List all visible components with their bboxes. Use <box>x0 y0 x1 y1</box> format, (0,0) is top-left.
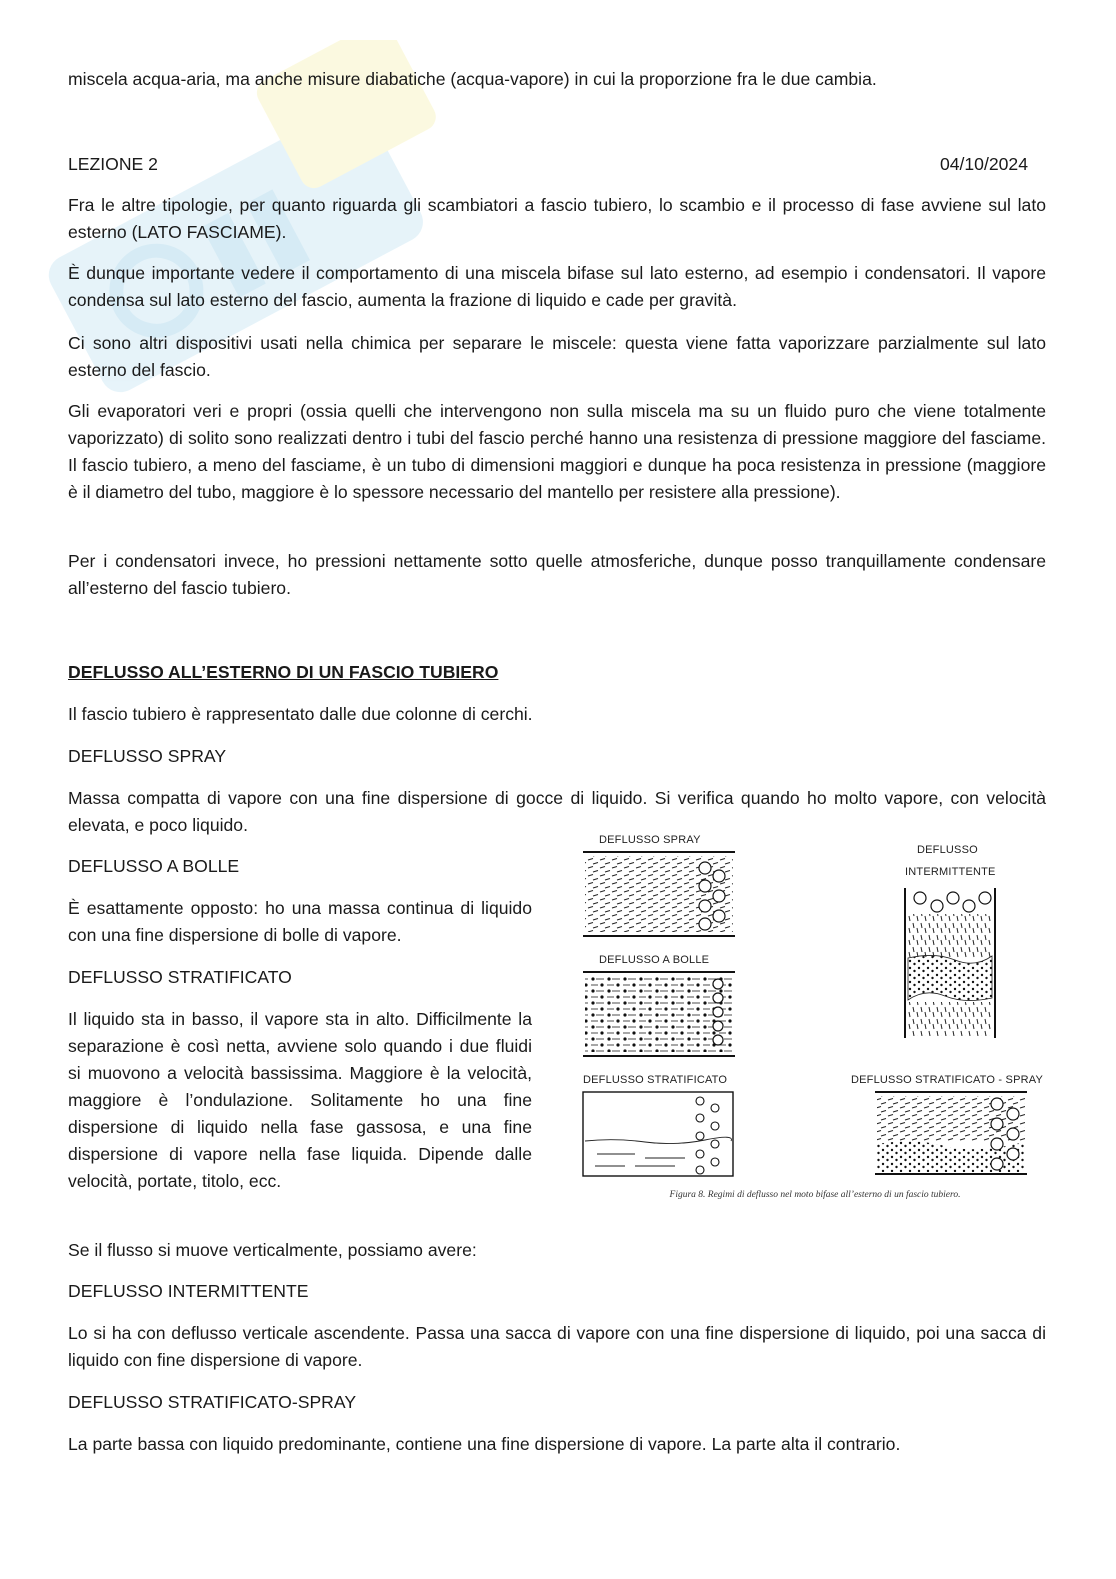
label-bubbles: DEFLUSSO A BOLLE <box>599 954 710 966</box>
paragraph-3: Ci sono altri dispositivi usati nella chimica per separare le miscele: questa viene fatta vaporizzare parzialmente sul lato esterno del fascio. <box>68 333 1046 380</box>
flow-regimes-drawing <box>575 826 1055 1186</box>
paragraph-7: Massa compatta di vapore con una fine dispersione di gocce di liquido. Si verifica quando ho molto vapore, con velocità elevata, e poco liquido. <box>68 788 1046 835</box>
subheading-bolle: DEFLUSSO A BOLLE <box>68 856 240 876</box>
paragraph-8: È esattamente opposto: ho una massa continua di liquido con una fine dispersione di bolle di vapore. <box>68 898 532 945</box>
panel-bubbles <box>583 972 735 1056</box>
label-intermittent-1: DEFLUSSO <box>917 844 978 856</box>
paragraph-2: È dunque importante vedere il comportamento di una miscela bifase sul lato esterno, ad esempio i condensatori. Il vapore condensa sul lato esterno del fascio, aumenta la frazione di liquido e cade per gravità. <box>68 263 1046 310</box>
subheading-spray: DEFLUSSO SPRAY <box>68 746 227 766</box>
panel-stratified-spray <box>875 1092 1027 1174</box>
flow-regimes-figure <box>575 826 1055 1216</box>
lesson-header <box>68 151 1028 178</box>
lesson-date: 04/10/2024 <box>939 154 1028 174</box>
paragraph-1: Fra le altre tipologie, per quanto riguarda gli scambiatori a fascio tubiero, lo scambio e il processo di fase avviene sul lato esterno (LATO FASCIAME). <box>68 195 1046 242</box>
label-stratified-spray: DEFLUSSO STRATIFICATO - SPRAY <box>851 1074 1044 1086</box>
paragraph-6: Il fascio tubiero è rappresentato dalle due colonne di cerchi. <box>68 704 533 724</box>
panel-intermittent <box>905 888 995 1038</box>
paragraph-10: Se il flusso si muove verticalmente, possiamo avere: <box>68 1240 477 1260</box>
subheading-intermittente: DEFLUSSO INTERMITTENTE <box>68 1281 309 1301</box>
paragraph-intro: miscela acqua-aria, ma anche misure diabatiche (acqua-vapore) in cui la proporzione fra le due cambia. <box>68 69 877 89</box>
figure-caption: Figura 8. Regimi di deflusso nel moto bifase all’esterno di un fascio tubiero. <box>669 1190 961 1200</box>
paragraph-9: Il liquido sta in basso, il vapore sta in alto. Difficilmente la separazione è così netta, avviene solo quando i due fluidi si muovono a velocità bassissima. Maggiore è la velocità, maggiore è l’ondulazione. Solitamente ho una fine dispersione di liquido nella fase gassosa, e una fine dispersione di vapore nella fase liquida. Dipende dalle velocità, portate, titolo, ecc. <box>68 1009 532 1191</box>
paragraph-4: Gli evaporatori veri e propri (ossia quelli che intervengono non sulla miscela ma su un fluido puro che viene totalmente vaporizzato) di solito sono realizzati dentro i tubi del fascio perché hanno una resistenza di pressione maggiore del fasciame. Il fascio tubiero, a meno del fasciame, è un tubo di dimensioni maggiori e dunque ha poca resistenza in pressione (maggiore è il diametro del tubo, maggiore è lo spessore necessario del mantello per resistere alla pressione). <box>68 401 1046 502</box>
subheading-stratificato: DEFLUSSO STRATIFICATO <box>68 967 292 987</box>
label-stratified: DEFLUSSO STRATIFICATO <box>583 1074 728 1086</box>
paragraph-5: Per i condensatori invece, ho pressioni nettamente sotto quelle atmosferiche, dunque posso tranquillamente condensare all’esterno del fascio tubiero. <box>68 551 1046 598</box>
paragraph-12: La parte bassa con liquido predominante, contiene una fine dispersione di vapore. La parte alta il contrario. <box>68 1434 901 1454</box>
section-heading: DEFLUSSO ALL’ESTERNO DI UN FASCIO TUBIERO <box>68 662 499 682</box>
paragraph-11: Lo si ha con deflusso verticale ascendente. Passa una sacca di vapore con una fine dispersione di liquido, poi una sacca di liquido con fine dispersione di vapore. <box>68 1323 1046 1370</box>
panel-stratified <box>583 1092 733 1176</box>
lesson-title: LEZIONE 2 <box>68 154 158 174</box>
panel-spray <box>583 852 735 936</box>
label-intermittent-2: INTERMITTENTE <box>905 866 996 878</box>
label-spray: DEFLUSSO SPRAY <box>599 834 701 846</box>
subheading-stratificato-spray: DEFLUSSO STRATIFICATO-SPRAY <box>68 1392 357 1412</box>
